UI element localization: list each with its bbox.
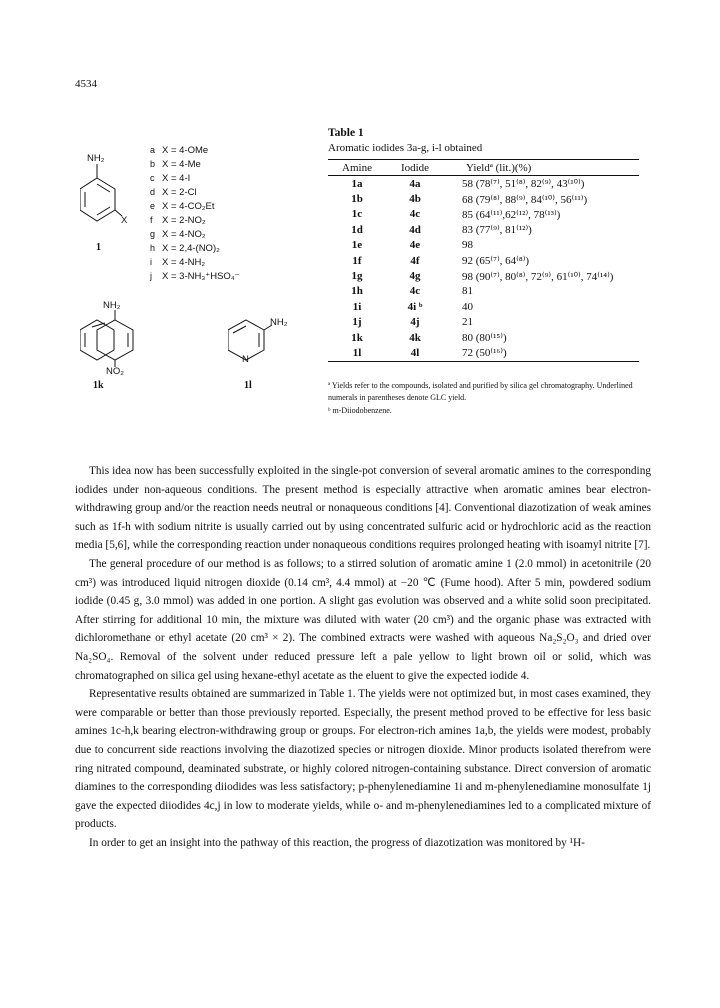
table-row: 1f 4f 92 (65⁽⁷⁾, 64⁽⁸⁾) [352, 254, 530, 268]
table-row: 1l 4l 72 (50⁽¹⁶⁾) [328, 345, 639, 361]
page-number: 4534 [75, 78, 97, 90]
substituent-c: c X = 4-I [150, 173, 191, 184]
substituent-b: b X = 4-Me [150, 159, 201, 170]
substituent-g: g X = 4-NO₂ [150, 229, 206, 240]
table-footnote-a: ª Yields refer to the compounds, isolated and purified by silica gel chromatography. Underlined numerals in parentheses denote GLC yield. [328, 381, 633, 402]
amine-label-1k: NH₂ [103, 300, 121, 311]
substituent-i: i X = 4-NH₂ [150, 257, 206, 268]
compound-label-1: 1 [96, 242, 101, 253]
amine-label-1l: NH₂ [270, 317, 288, 328]
nitro-label-1k: NO₂ [106, 366, 124, 377]
table-row: 1c 4c 85 (64⁽¹¹⁾,62⁽¹²⁾, 78⁽¹³⁾) [351, 208, 561, 221]
substituent-h: h X = 2,4-(NO)₂ [150, 243, 220, 254]
table-row: 1i 4i ᵇ 40 [352, 300, 473, 313]
header-amine: Amine [328, 160, 386, 176]
paragraph-4: In order to get an insight into the pathway of this reaction, the progress of diazotization was monitored by ¹H- [89, 836, 585, 849]
table-caption: Aromatic iodides 3a-g, i-l obtained [328, 142, 483, 154]
paragraph-2: The general procedure of our method is as follows; to a stirred solution of aromatic amine 1 (2.0 mmol) in acetonitrile (20 cm³) was introduced liquid nitrogen dioxide (0.14 cm³, 4.4 mmol) at −20 ℃ (Fume hood). After 5 min, powdered sodium iodide (0.45 g, 3.0 mmol) was added in one portion. A slight gas evolution was observed and a white solid soon precipitated. After stirring for additional 10 min, the mixture was diluted with water (20 cm³) and the organic phase was extracted with dichloromethane or ethyl acetate (20 cm³ × 2). The combined extracts were washed with aqueous Na₂S₂O₃ and dried over Na₂SO₄. Removal of the solvent under reduced pressure left a pale yellow to light brown oil or solid, which was chromatographed on silica gel using hexane-ethyl acetate as the eluent to give the expected iodide 4. [75, 557, 651, 682]
table-footnote-b: ᵇ m-Diiodobenzene. [328, 406, 392, 415]
table-title: Table 1 [328, 127, 364, 139]
substituent-list [150, 145, 330, 305]
compound-label-1k: 1k [93, 380, 104, 391]
table-row: 1g 4g 98 (90⁽⁷⁾, 80⁽⁸⁾, 72⁽⁹⁾, 61⁽¹⁰⁾, 74⁽¹⁴⁾) [351, 270, 614, 283]
table-row: 1k 4k 80 (80⁽¹⁵⁾) [351, 331, 507, 345]
substituent-d: d X = 2-Cl [150, 187, 197, 198]
header-yield: Yieldª (lit.)(%) [444, 160, 639, 176]
paragraph-3: Representative results obtained are summarized in Table 1. The yields were not optimized but, in most cases examined, they were comparable or better than those previously reported. Especially, the present method proved to be effective for less basic amines 1c-h,k bearing electron-withdrawing group or groups. For electron-rich amines 1a,b, the yields were modest, probably due to concurrent side reactions involving the diazotized species or nitrogen dioxide. Minor products isolated therefrom were ring nitrated compound, deaminated substrate, or highly colored nitrogen-containing substance. Direct conversion of aromatic diamines to the corresponding diiodides was less satisfactory; p-phenylenediamine 1i and m-phenylenediamine monosulfate 1j gave the expected diiodides 4c,j in low to moderate yields, while o- and m-phenylenediamines led to a complicated mixture of products. [75, 688, 651, 831]
compound-label-1l: 1l [244, 380, 252, 391]
table-row: 1a 4a 58 (78⁽⁷⁾, 51⁽⁸⁾, 82⁽⁹⁾, 43⁽¹⁰⁾) [351, 177, 585, 191]
table-row: 1d 4d 83 (77⁽⁹⁾, 81⁽¹²⁾) [351, 223, 532, 237]
substituent-e: e X = 4-CO₂Et [150, 201, 215, 212]
substituent-x-label: X [121, 215, 128, 226]
substituent-f: f X = 2-NO₂ [150, 215, 206, 226]
results-table [328, 159, 639, 362]
header-iodide: Iodide [386, 160, 444, 176]
table-row: 1h 4c 81 [351, 285, 473, 298]
table-row: 1e 4e 98 [351, 239, 473, 252]
substituent-j: j X = 3-NH₃⁺HSO₄⁻ [150, 271, 240, 282]
substituent-a: a X = 4-OMe [150, 145, 209, 156]
pyridine-n-label: N [242, 354, 249, 365]
table-header-row [328, 160, 639, 176]
naphthalene-ring [80, 310, 155, 370]
benzene-ring-1 [80, 164, 124, 224]
paragraph-1: This idea now has been successfully exploited in the single-pot conversion of several aromatic amines to the corresponding iodides under non-aqueous conditions. The present method is especially attractive when aromatic amines bear electron-withdrawing group and/or the reaction needs neutral or nonaqueous conditions [4]. Conventional diazotization of weak amines such as 1f-h with sodium nitrite is usually carried out by using concentrated sulfuric acid or hydrochloric acid as the reaction media [5,6], while the corresponding reaction under nonaqueous conditions requires prolonged heating with isoamyl nitrite [7]. [75, 465, 651, 552]
table-row: 1b 4b 68 (79⁽⁸⁾, 88⁽⁹⁾, 84⁽¹⁰⁾, 56⁽¹¹⁾) [351, 193, 588, 206]
amine-label: NH₂ [87, 153, 105, 164]
table-row: 1j 4j 21 [352, 316, 473, 329]
body-text [75, 462, 651, 852]
